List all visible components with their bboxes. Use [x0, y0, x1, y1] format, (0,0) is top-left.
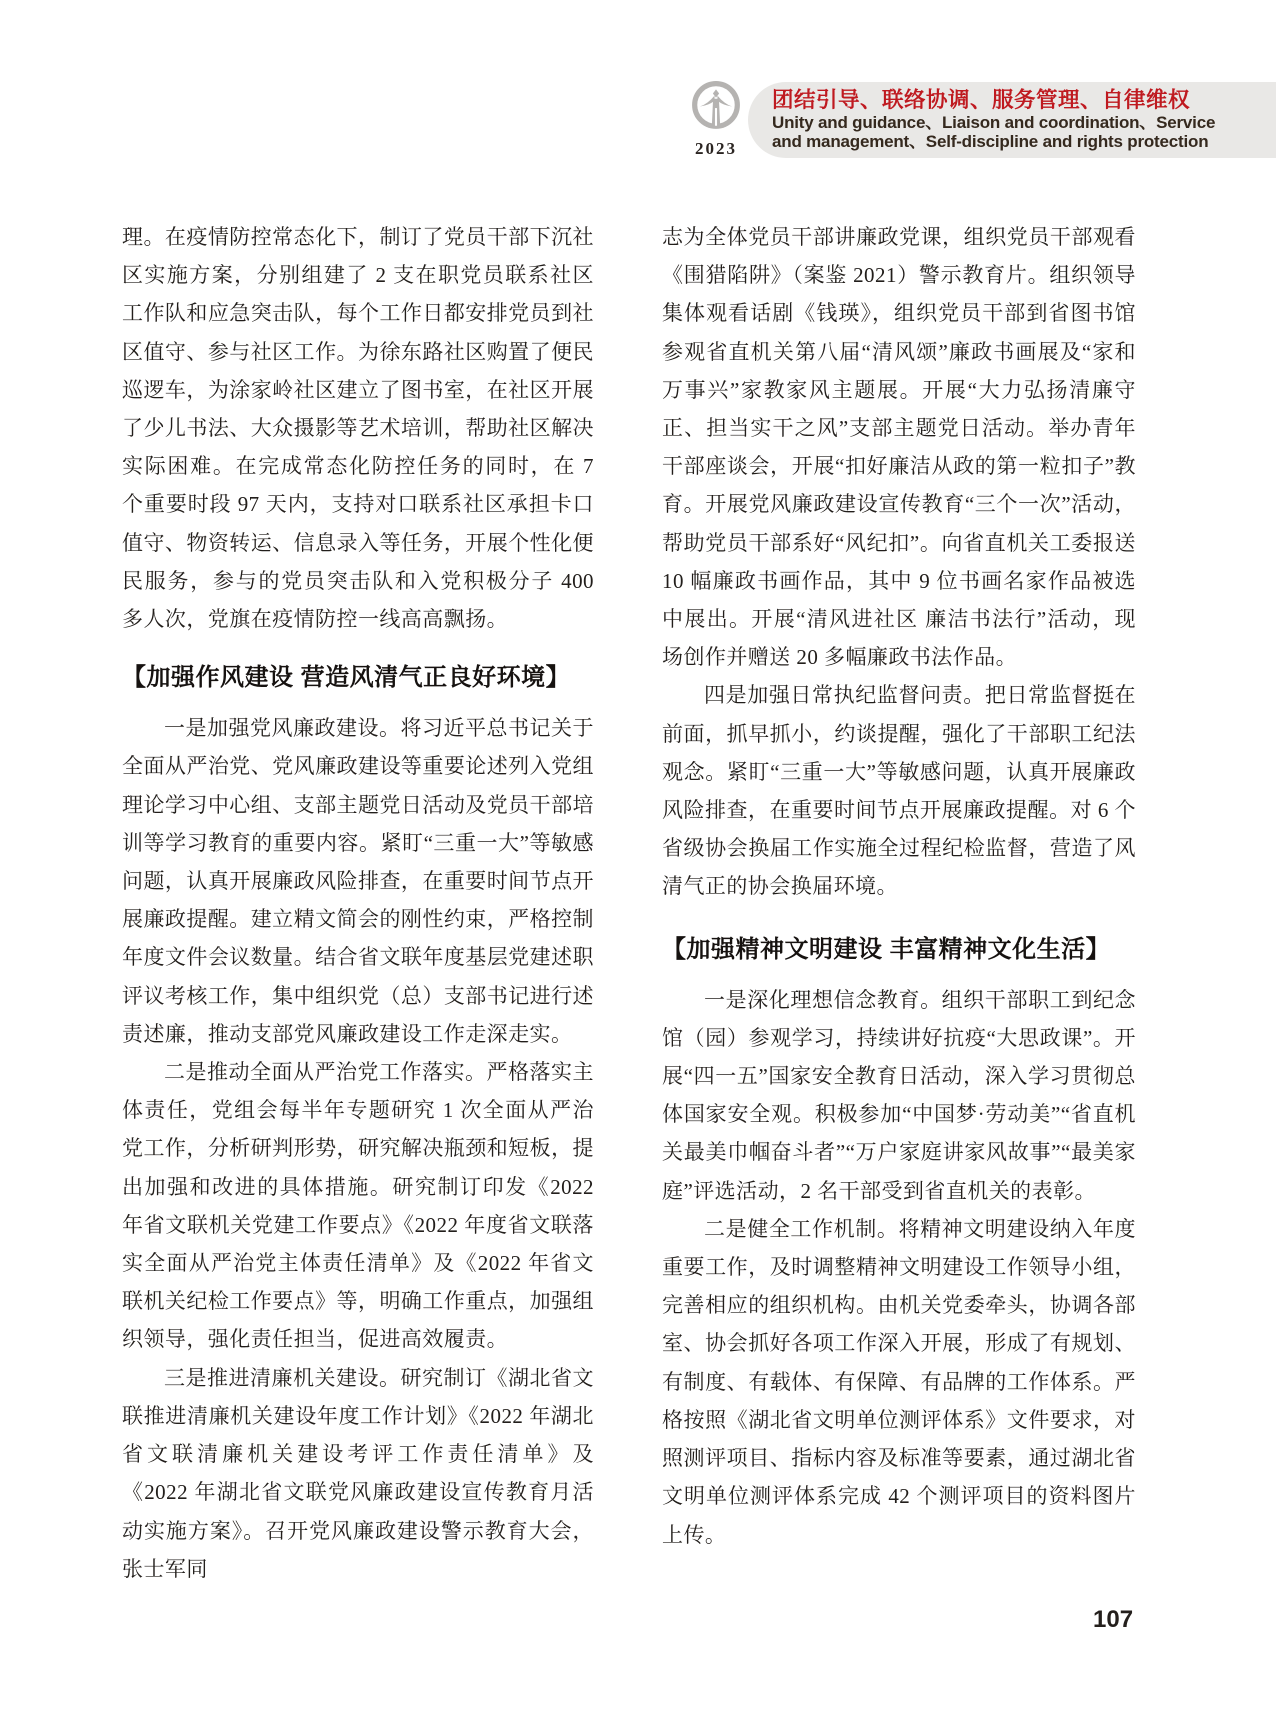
logo-year: 2023	[695, 139, 737, 158]
body-paragraph: 一是深化理想信念教育。组织干部职工到纪念馆（园）参观学习，持续讲好抗疫“大思政课”。开展“四一五”国家安全教育日活动，深入学习贯彻总体国家安全观。积极参加“中国梦·劳动美”“省直机关最美巾帼奋斗者”“万户家庭讲家风故事”“最美家庭”评选活动，2 名干部受到省直机关的表彰。	[662, 987, 1136, 1203]
section-heading-work-style: 【加强作风建设 营造风清气正良好环境】	[122, 664, 571, 692]
header-bar	[748, 82, 1276, 158]
right-column	[662, 218, 1136, 1554]
header-title-cn: 团结引导、联络协调、服务管理、自律维权	[772, 88, 1191, 112]
header-subtitle-en-line2: and management、Self-discipline and rights protection	[772, 132, 1209, 151]
body-paragraph: 志为全体党员干部讲廉政党课，组织党员干部观看《围猎陷阱》（案鉴 2021）警示教育片。组织领导集体观看话剧《钱瑛》，组织党员干部到省图书馆参观省直机关第八届“清风颂”廉政书画展及“家和万事兴”家教家风主题展。开展“大力弘扬清廉守正、担当实干之风”支部主题党日活动。举办青年干部座谈会，开展“扣好廉洁从政的第一粒扣子”教育。开展党风廉政建设宣传教育“三个一次”活动，帮助党员干部系好“风纪扣”。向省直机关工委报送 10 幅廉政书画作品，其中 9 位书画名家作品被选中展出。开展“清风进社区 廉洁书法行”活动，现场创作并赠送 20 多幅廉政书法作品。	[662, 225, 1136, 670]
body-paragraph: 三是推进清廉机关建设。研究制订《湖北省文联推进清廉机关建设年度工作计划》《2022 年湖北省文联清廉机关建设考评工作责任清单》及《2022 年湖北省文联党风廉政建设宣传教育月活动实施方案》。召开党风廉政建设警示教育大会，张士军同	[122, 1365, 594, 1581]
logo-block	[688, 80, 744, 159]
body-paragraph: 二是推动全面从严治党工作落实。严格落实主体责任，党组会每半年专题研究 1 次全面从严治党工作，分析研判形势，研究解决瓶颈和短板，提出加强和改进的具体措施。研究制订印发《2022 年省文联机关党建工作要点》《2022 年度省文联落实全面从严治党主体责任清单》及《2022 年省文联机关纪检工作要点》等，明确工作重点，加强组织领导，强化责任担当，促进高效履责。	[122, 1060, 594, 1352]
body-paragraph: 理。在疫情防控常态化下，制订了党员干部下沉社区实施方案，分别组建了 2 支在职党员联系社区工作队和应急突击队，每个工作日都安排党员到社区值守、参与社区工作。为徐东路社区购置了便民巡逻车，为涂家岭社区建立了图书室，在社区开展了少儿书法、大众摄影等艺术培训，帮助社区解决实际困难。在完成常态化防控任务的同时，在 7 个重要时段 97 天内，支持对口联系社区承担卡口值守、物资转运、信息录入等任务，开展个性化便民服务，参与的党员突击队和入党积极分子 400 多人次，党旗在疫情防控一线高高飘扬。	[122, 225, 594, 632]
section-heading-spiritual-civilization: 【加强精神文明建设 丰富精神文化生活】	[662, 935, 1111, 963]
header-subtitle-en-line1: Unity and guidance、Liaison and coordination、Service	[772, 113, 1216, 132]
left-column	[122, 218, 594, 1588]
body-paragraph: 二是健全工作机制。将精神文明建设纳入年度重要工作，及时调整精神文明建设工作领导小组，完善相应的组织机构。由机关党委牵头，协调各部室、协会抓好各项工作深入开展，形成了有规划、有制度、有载体、有保障、有品牌的工作体系。严格按照《湖北省文明单位测评体系》文件要求，对照测评项目、指标内容及标准等要素，通过湖北省文明单位测评体系完成 42 个测评项目的资料图片上传。	[662, 1216, 1136, 1547]
body-paragraph: 四是加强日常执纪监督问责。把日常监督挺在前面，抓早抓小，约谈提醒，强化了干部职工纪法观念。紧盯“三重一大”等敏感问题，认真开展廉政风险排查，在重要时间节点开展廉政提醒。对 6 个省级协会换届工作实施全过程纪检监督，营造了风清气正的协会换届环境。	[662, 683, 1136, 899]
cflac-logo-icon	[691, 119, 741, 136]
body-paragraph: 一是加强党风廉政建设。将习近平总书记关于全面从严治党、党风廉政建设等重要论述列入党组理论学习中心组、支部主题党日活动及党员干部培训等学习教育的重要内容。紧盯“三重一大”等敏感问题，认真开展廉政风险排查，在重要时间节点开展廉政提醒。建立精文简会的刚性约束，严格控制年度文件会议数量。结合省文联年度基层党建述职评议考核工作，集中组织党（总）支部书记进行述责述廉，推动支部党风廉政建设工作走深走实。	[122, 716, 594, 1046]
page-number: 107	[1093, 1606, 1134, 1633]
